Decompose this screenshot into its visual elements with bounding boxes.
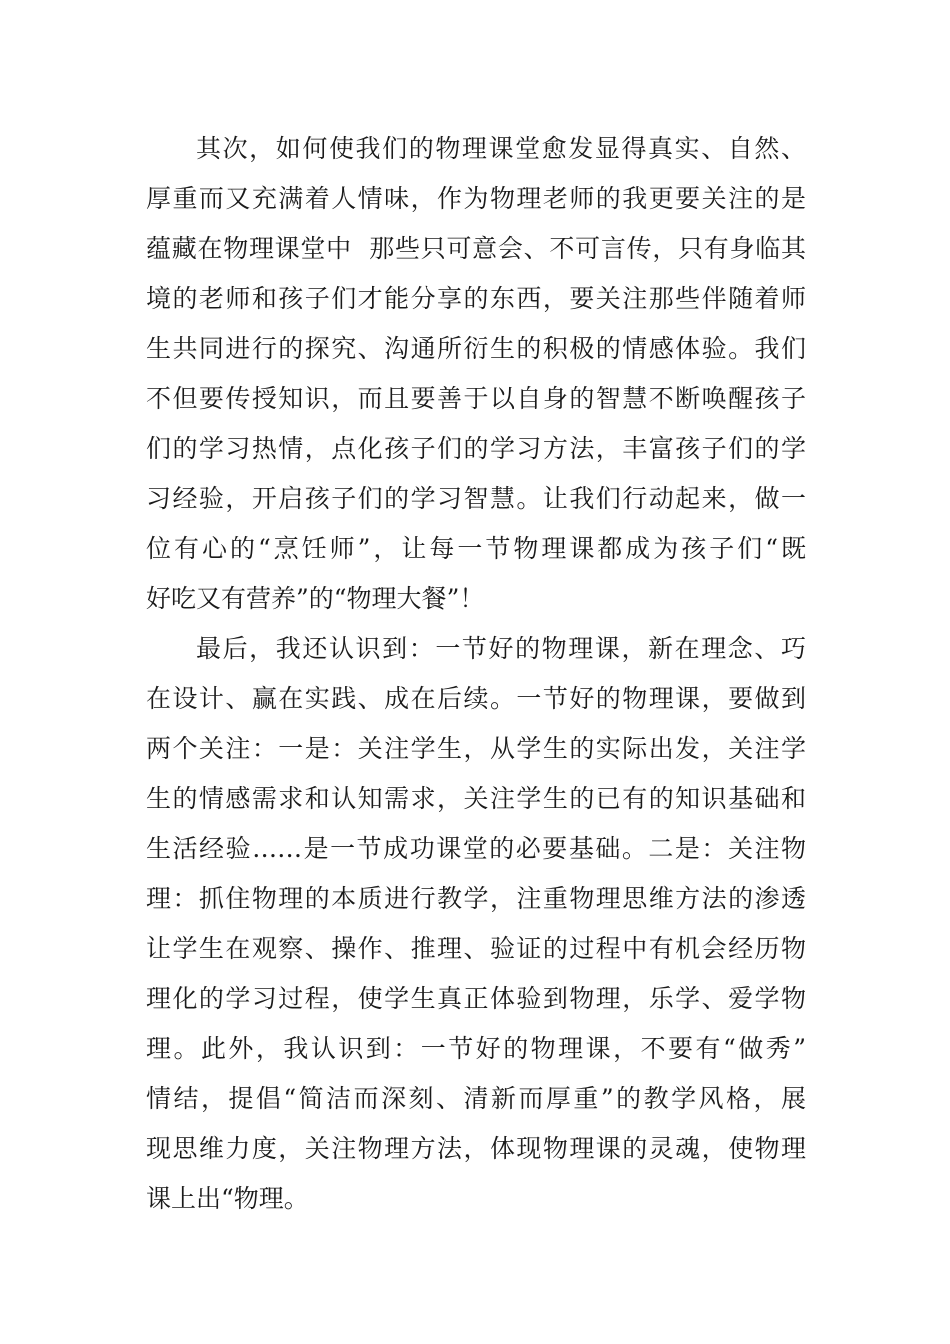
text-line: 现思维力度，关注物理方法，体现物理课的灵魂，使物理: [146, 1134, 806, 1163]
text-line: 理化的学习过程，使学生真正体验到物理，乐学、爱学物: [146, 984, 806, 1013]
text-line: 其次，如何使我们的物理课堂愈发显得真实、自然、: [196, 134, 806, 163]
text-line: 理：抓住物理的本质进行教学，注重物理思维方法的渗透: [146, 884, 806, 913]
text-line: 不但要传授知识，而且要善于以自身的智慧不断唤醒孩子: [146, 384, 806, 413]
text-line: 两个关注：一是：关注学生，从学生的实际出发，关注学: [146, 734, 806, 763]
text-line: 生的情感需求和认知需求，关注学生的已有的知识基础和: [146, 784, 806, 813]
text-line: 课上出“物理。: [146, 1184, 309, 1213]
text-line: 生活经验……是一节成功课堂的必要基础。二是：关注物: [146, 834, 806, 863]
text-line: 好吃又有营养”的“物理大餐”！: [146, 584, 485, 613]
text-line: 蕴藏在物理课堂中 那些只可意会、不可言传，只有身临其: [146, 234, 806, 263]
text-line: 位有心的“烹饪师”，让每一节物理课都成为孩子们“既: [146, 534, 806, 563]
text-line: 在设计、赢在实践、成在后续。一节好的物理课，要做到: [146, 684, 806, 713]
text-line: 境的老师和孩子们才能分享的东西，要关注那些伴随着师: [146, 284, 806, 313]
text-line: 们的学习热情，点化孩子们的学习方法，丰富孩子们的学: [146, 434, 806, 463]
text-line: 厚重而又充满着人情味，作为物理老师的我更要关注的是: [146, 184, 806, 213]
text-line: 让学生在观察、操作、推理、验证的过程中有机会经历物: [146, 934, 806, 963]
paragraph-2: [146, 624, 806, 1224]
paragraph-1: [146, 124, 806, 624]
text-line: 生共同进行的探究、沟通所衍生的积极的情感体验。我们: [146, 334, 806, 363]
document-page: [146, 124, 806, 1224]
text-line: 情结，提倡“简洁而深刻、清新而厚重”的教学风格，展: [146, 1084, 806, 1113]
text-line: 习经验，开启孩子们的学习智慧。让我们行动起来，做一: [146, 484, 806, 513]
text-line: 理。此外，我认识到：一节好的物理课，不要有“做秀”: [146, 1034, 806, 1063]
text-line: 最后，我还认识到：一节好的物理课，新在理念、巧: [196, 634, 806, 663]
